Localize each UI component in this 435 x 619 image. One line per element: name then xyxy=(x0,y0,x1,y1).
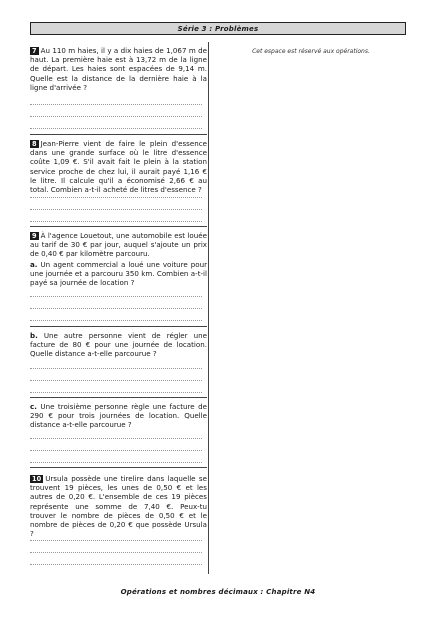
question-label: b. xyxy=(30,331,38,340)
exercise-divider xyxy=(30,134,207,135)
answer-line xyxy=(30,197,202,198)
exercise-number: 8 xyxy=(32,140,37,148)
exercise-divider xyxy=(30,226,207,227)
exercise-9 xyxy=(30,231,207,287)
question-text: Une troisième personne règle une facture de 290 € pour trois journées de location. Quelle distance a-t-elle parcourue ? xyxy=(30,402,207,430)
answer-line xyxy=(30,128,202,129)
answer-line xyxy=(30,209,202,210)
question-text: Une autre personne vient de régler une facture de 80 € pour une journée de location. Quelle distance a-t-elle parcourue ? xyxy=(30,331,207,359)
answer-line xyxy=(30,462,202,463)
exercise-number: 9 xyxy=(32,232,37,240)
page-header: Série 3 : Problèmes xyxy=(30,22,406,35)
exercise-number: 7 xyxy=(32,47,37,55)
answer-line xyxy=(30,380,202,381)
exercise-text: Au 110 m haies, il y a dix haies de 1,067 m de haut. La première haie est à 13,72 m de la ligne de départ. Les haies sont espacées de 9,14 m. Quelle est la distance de la dernière haie à la ligne d'arrivée ? xyxy=(30,46,207,92)
page-footer: Opérations et nombres décimaux : Chapitre N4 xyxy=(120,588,316,596)
answer-line xyxy=(30,104,202,105)
exercise-7 xyxy=(30,46,207,92)
question-text: Un agent commercial a loué une voiture pour une journée et a parcouru 350 km. Combien a-t-il payé sa journée de location ? xyxy=(30,259,207,288)
exercise-8 xyxy=(30,139,207,194)
answer-line xyxy=(30,296,202,297)
answer-line xyxy=(30,450,202,451)
answer-line xyxy=(30,438,202,439)
question-label: a. xyxy=(30,259,38,269)
operations-note: Cet espace est réservé aux opérations. xyxy=(252,48,370,55)
answer-line xyxy=(30,392,202,393)
answer-line xyxy=(30,320,202,321)
answer-line xyxy=(30,552,202,553)
answer-line xyxy=(30,564,202,565)
exercise-9-c xyxy=(30,402,207,430)
question-label: c. xyxy=(30,402,37,411)
exercise-9-b xyxy=(30,331,207,359)
answer-line xyxy=(30,368,202,369)
answer-line xyxy=(30,540,202,541)
exercise-intro: À l'agence Louetout, une automobile est louée au tarif de 30 € par jour, auquel s'ajoute un prix de 0,40 € par kilomètre parcouru. xyxy=(30,231,207,259)
answer-line xyxy=(30,221,202,222)
exercise-text: Jean-Pierre vient de faire le plein d'essence dans une grande surface où le litre d'essence coûte 1,09 €. S'il avait fait le plein à la station service proche de chez lui, il aurait payé 1,16 € le litre. Il calcule qu'il a économisé 2,66 € au total. Combien a-t-il acheté de litres d'essence ? xyxy=(30,139,207,195)
answer-line xyxy=(30,116,202,117)
exercise-10 xyxy=(30,474,207,538)
exercise-text: Ursula possède une tirelire dans laquelle se trouvent 19 pièces, les unes de 0,50 € et les autres de 0,20 €. L'ensemble de ces 19 pièces représente une somme de 7,40 €. Peux-tu trouver le nombre de pièces de 0,50 € et le nombre de pièces de 0,20 € que possède Ursula ? xyxy=(30,474,207,539)
answer-line xyxy=(30,308,202,309)
exercise-divider xyxy=(30,467,207,468)
exercise-divider xyxy=(30,397,207,398)
exercise-number: 10 xyxy=(32,475,42,483)
exercise-divider xyxy=(30,326,207,327)
